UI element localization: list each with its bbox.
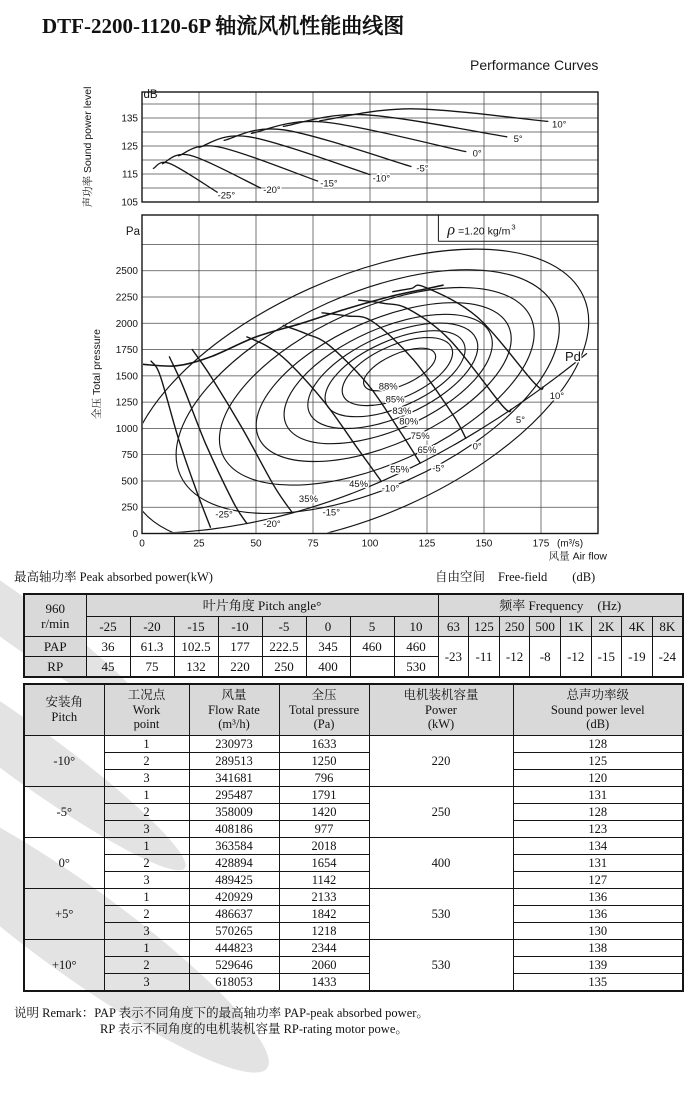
flow-cell: 408186 (189, 820, 279, 837)
power-cell: 250 (369, 786, 513, 837)
peak-power-caption: 最高轴功率 Peak absorbed power(kW) (14, 570, 213, 584)
curve-label: 0° (472, 148, 482, 160)
y-tick-label: 125 (121, 141, 138, 153)
freq-col: 8K (652, 617, 683, 637)
efficiency-label: 55% (390, 464, 410, 476)
sound-cell: 127 (513, 871, 683, 888)
y-tick-label: 2500 (115, 266, 138, 278)
rp-value (350, 657, 394, 678)
y-axis-unit: dB (143, 89, 158, 101)
pitch-curve (247, 337, 382, 482)
point-cell: 3 (104, 922, 189, 939)
remark-line-1: 说明 Remark：PAP 表示不同角度下的最高轴功率 PAP-peak absorbed power。 (14, 1006, 429, 1020)
flow-cell: 363584 (189, 837, 279, 854)
freq-col: 500 (530, 617, 561, 637)
table-header-row (24, 684, 683, 735)
flow-cell: 529646 (189, 956, 279, 973)
page-title: DTF-2200-1120-6P 轴流风机性能曲线图 (42, 14, 405, 38)
power-cell: 220 (369, 735, 513, 786)
rp-value: 220 (218, 657, 262, 678)
table-row (24, 837, 683, 854)
efficiency-label: 35% (298, 493, 318, 505)
efficiency-label: 75% (410, 430, 430, 442)
point-cell: 3 (104, 820, 189, 837)
speed-value: 960 (45, 600, 65, 616)
point-cell: 3 (104, 871, 189, 888)
freq-col: 4K (622, 617, 653, 637)
frequency-unit: (Hz) (597, 597, 622, 613)
y-tick-label: 115 (122, 169, 138, 181)
y-tick-label: 1000 (115, 423, 138, 435)
table-row (24, 854, 683, 871)
freq-col: 2K (591, 617, 622, 637)
sound-cell: 135 (513, 973, 683, 991)
sound-cell: 125 (513, 752, 683, 769)
point-cell: 2 (104, 956, 189, 973)
pressure-chart (85, 188, 632, 580)
pap-value: 102.5 (174, 637, 218, 657)
curve-label: -20° (263, 185, 281, 197)
point-cell: 1 (104, 939, 189, 956)
sound-cell: 136 (513, 905, 683, 922)
y-tick-label: 0 (132, 529, 138, 540)
page-subtitle: Performance Curves (470, 57, 599, 73)
pap-value: 36 (86, 637, 130, 657)
x-axis-unit: (m³/s) (557, 538, 584, 550)
flow-cell: 358009 (189, 803, 279, 820)
rp-value: 250 (262, 657, 306, 678)
efficiency-label: 85% (385, 394, 405, 406)
flow-cell: 486637 (189, 905, 279, 922)
sound-chart-grid (142, 92, 598, 202)
pitch-curve-label: -10° (381, 483, 400, 495)
y-tick-label: 750 (121, 450, 138, 462)
speed-unit: r/min (41, 615, 70, 631)
table-row (24, 973, 683, 991)
pressure-cell: 1250 (279, 752, 369, 769)
sound-cell: 134 (513, 837, 683, 854)
power-cell: 400 (369, 837, 513, 888)
efficiency-label: 88% (378, 381, 398, 393)
point-cell: 1 (104, 786, 189, 803)
pressure-cell: 1218 (279, 922, 369, 939)
y-tick-label: 2250 (115, 292, 138, 304)
point-cell: 1 (104, 888, 189, 905)
col-header-sound: 总声功率级 Sound power level (dB) (513, 684, 683, 735)
efficiency-label: 65% (417, 445, 437, 457)
point-cell: 2 (104, 752, 189, 769)
pitch-col: 0 (306, 617, 350, 637)
pap-value: 222.5 (262, 637, 306, 657)
sound-cell: 139 (513, 956, 683, 973)
pressure-chart-labels (215, 349, 581, 530)
pressure-cell: 1842 (279, 905, 369, 922)
pressure-cell: 1633 (279, 735, 369, 752)
efficiency-label: 83% (392, 406, 412, 418)
flow-cell: 428894 (189, 854, 279, 871)
x-tick-label: 50 (250, 538, 262, 550)
sound-cell: 128 (513, 803, 683, 820)
freq-value: -15 (591, 637, 622, 678)
pressure-cell: 2018 (279, 837, 369, 854)
pressure-cell: 2060 (279, 956, 369, 973)
freq-col: 125 (469, 617, 500, 637)
pap-value: 460 (394, 637, 438, 657)
efficiency-label: 45% (349, 479, 369, 491)
pitch-cell: -5° (24, 786, 104, 837)
table-row (24, 786, 683, 803)
point-cell: 3 (104, 973, 189, 991)
pitch-curve (192, 350, 292, 513)
pitch-col: 5 (350, 617, 394, 637)
sound-cell: 130 (513, 922, 683, 939)
table-row (24, 820, 683, 837)
pressure-cell: 1654 (279, 854, 369, 871)
point-cell: 2 (104, 905, 189, 922)
sound-cell: 120 (513, 769, 683, 786)
pitch-curve-label: -15° (322, 507, 341, 519)
sound-cell: 128 (513, 735, 683, 752)
x-tick-label: 0 (139, 538, 145, 550)
x-tick-label: 125 (418, 538, 436, 550)
operating-points-table (23, 683, 684, 992)
sound-chart (81, 87, 598, 209)
table-row (24, 769, 683, 786)
x-tick-label: 100 (361, 538, 379, 550)
pitch-curve-label: 10° (549, 390, 565, 402)
pitch-curve-label: 5° (515, 415, 526, 427)
flow-cell: 570265 (189, 922, 279, 939)
pitch-angle-header: 叶片角度 Pitch angle° (86, 594, 438, 617)
pitch-curve-label: 0° (472, 441, 482, 453)
table-row (24, 871, 683, 888)
frequency-header (438, 594, 683, 617)
table-row (24, 888, 683, 905)
pressure-cell: 1420 (279, 803, 369, 820)
y-tick-label: 500 (121, 476, 138, 488)
y-axis-title: 声功率 Sound power level (82, 86, 94, 208)
speed-cell (24, 594, 86, 637)
pitch-curve-label: -20° (263, 519, 281, 531)
pressure-cell: 1142 (279, 871, 369, 888)
pressure-cell: 2344 (279, 939, 369, 956)
frequency-header-label: 频率 Frequency (499, 597, 584, 613)
density-annotation: ρ =1.20 $kg/m^3$ (447, 221, 516, 239)
pressure-cell: 796 (279, 769, 369, 786)
freq-value: -24 (652, 637, 683, 678)
col-header-power: 电机装机容量 Power (kW) (369, 684, 513, 735)
sound-cell: 131 (513, 786, 683, 803)
pitch-cell: -10° (24, 735, 104, 786)
sound-cell: 131 (513, 854, 683, 871)
pap-value: 460 (350, 637, 394, 657)
pitch-cell: +5° (24, 888, 104, 939)
curve-label: -15° (320, 178, 338, 190)
flow-cell: 444823 (189, 939, 279, 956)
x-axis-title: 风量 Air flow (548, 550, 607, 563)
table-row (24, 752, 683, 769)
y-tick-label: 105 (121, 197, 138, 209)
pitch-col: 10 (394, 617, 438, 637)
rp-value: 530 (394, 657, 438, 678)
flow-cell: 230973 (189, 735, 279, 752)
pitch-cell: +10° (24, 939, 104, 991)
table-row (24, 735, 683, 752)
sound-curves (153, 109, 566, 202)
pitch-curve (169, 357, 247, 524)
performance-curves-charts (0, 80, 700, 580)
y-axis-title: 全压 Total pressure (91, 329, 103, 419)
pitch-col: -25 (86, 617, 130, 637)
sound-cell: 136 (513, 888, 683, 905)
remark-line-2: RP 表示不同角度的电机装机容量 RP-rating motor powe。 (100, 1022, 408, 1036)
pressure-cell: 977 (279, 820, 369, 837)
sound-cell: 138 (513, 939, 683, 956)
pd-label: Pd (564, 349, 581, 365)
col-header-pressure: 全压 Total pressure (Pa) (279, 684, 369, 735)
pitch-curve (151, 361, 210, 527)
flow-cell: 420929 (189, 888, 279, 905)
y-tick-label: 250 (121, 502, 138, 514)
pressure-cell: 1791 (279, 786, 369, 803)
col-header-pitch: 安装角 Pitch (24, 684, 104, 735)
pitch-curve-label: -25° (215, 509, 233, 521)
flow-cell: 618053 (189, 973, 279, 991)
efficiency-label: 80% (399, 416, 419, 428)
table-row (24, 956, 683, 973)
freq-value: -12 (499, 637, 530, 678)
table-row (24, 637, 683, 657)
y-tick-label: 1500 (115, 371, 138, 383)
power-cell: 530 (369, 888, 513, 939)
curve-label: -25° (217, 190, 236, 202)
freq-value: -8 (530, 637, 561, 678)
y-tick-label: 1250 (115, 397, 138, 409)
freq-value: -23 (438, 637, 469, 678)
x-tick-label: 75 (307, 538, 319, 550)
pitch-col: -5 (262, 617, 306, 637)
col-header-flow: 风量 Flow Rate (m³/h) (189, 684, 279, 735)
curve-label: -5° (416, 163, 429, 175)
pitch-col: -20 (130, 617, 174, 637)
pap-value: 61.3 (130, 637, 174, 657)
rp-value: 45 (86, 657, 130, 678)
pitch-curve (359, 300, 512, 412)
table-row (24, 594, 683, 617)
y-tick-label: 135 (121, 113, 138, 125)
pitch-cell: 0° (24, 837, 104, 888)
freq-value: -19 (622, 637, 653, 678)
col-header-workpoint: 工况点 Work point (104, 684, 189, 735)
y-axis-unit: Pa (125, 226, 140, 238)
rp-value: 132 (174, 657, 218, 678)
table-row (24, 905, 683, 922)
point-cell: 2 (104, 803, 189, 820)
x-tick-label: 25 (193, 538, 205, 550)
point-cell: 2 (104, 854, 189, 871)
free-field-zh: 自由空间 (435, 570, 486, 584)
power-cell: 530 (369, 939, 513, 991)
rp-value: 75 (130, 657, 174, 678)
curve-label: 10° (552, 119, 567, 131)
table-row (24, 922, 683, 939)
y-tick-label: 2000 (115, 318, 138, 330)
pitch-col: -10 (218, 617, 262, 637)
sound-cell: 123 (513, 820, 683, 837)
x-tick-label: 150 (475, 538, 493, 550)
curve-label: -10° (372, 173, 391, 185)
flow-cell: 341681 (189, 769, 279, 786)
row-label: RP (24, 657, 86, 678)
remark-note (14, 1005, 429, 1037)
free-field-unit: (dB) (572, 570, 596, 584)
y-tick-label: 1750 (115, 345, 138, 357)
flow-cell: 489425 (189, 871, 279, 888)
flow-cell: 289513 (189, 752, 279, 769)
rp-value: 400 (306, 657, 350, 678)
freq-value: -12 (560, 637, 591, 678)
peak-power-frequency-table (23, 593, 684, 678)
table-row (24, 617, 683, 637)
row-label: PAP (24, 637, 86, 657)
table-row (24, 803, 683, 820)
x-tick-label: 175 (532, 538, 550, 550)
pressure-cell: 2133 (279, 888, 369, 905)
curve-label: 5° (513, 133, 523, 145)
point-cell: 1 (104, 735, 189, 752)
efficiency-contours (85, 188, 632, 580)
pap-value: 345 (306, 637, 350, 657)
point-cell: 3 (104, 769, 189, 786)
pitch-curve (393, 285, 544, 389)
freq-col: 63 (438, 617, 469, 637)
point-cell: 1 (104, 837, 189, 854)
pitch-col: -15 (174, 617, 218, 637)
free-field-en: Free-field (498, 570, 548, 584)
pap-value: 177 (218, 637, 262, 657)
flow-cell: 295487 (189, 786, 279, 803)
pressure-cell: 1433 (279, 973, 369, 991)
table-row (24, 939, 683, 956)
free-field-caption (435, 567, 595, 585)
freq-col: 1K (560, 617, 591, 637)
freq-value: -11 (469, 637, 500, 678)
pitch-curve-label: -5° (432, 463, 445, 475)
freq-col: 250 (499, 617, 530, 637)
